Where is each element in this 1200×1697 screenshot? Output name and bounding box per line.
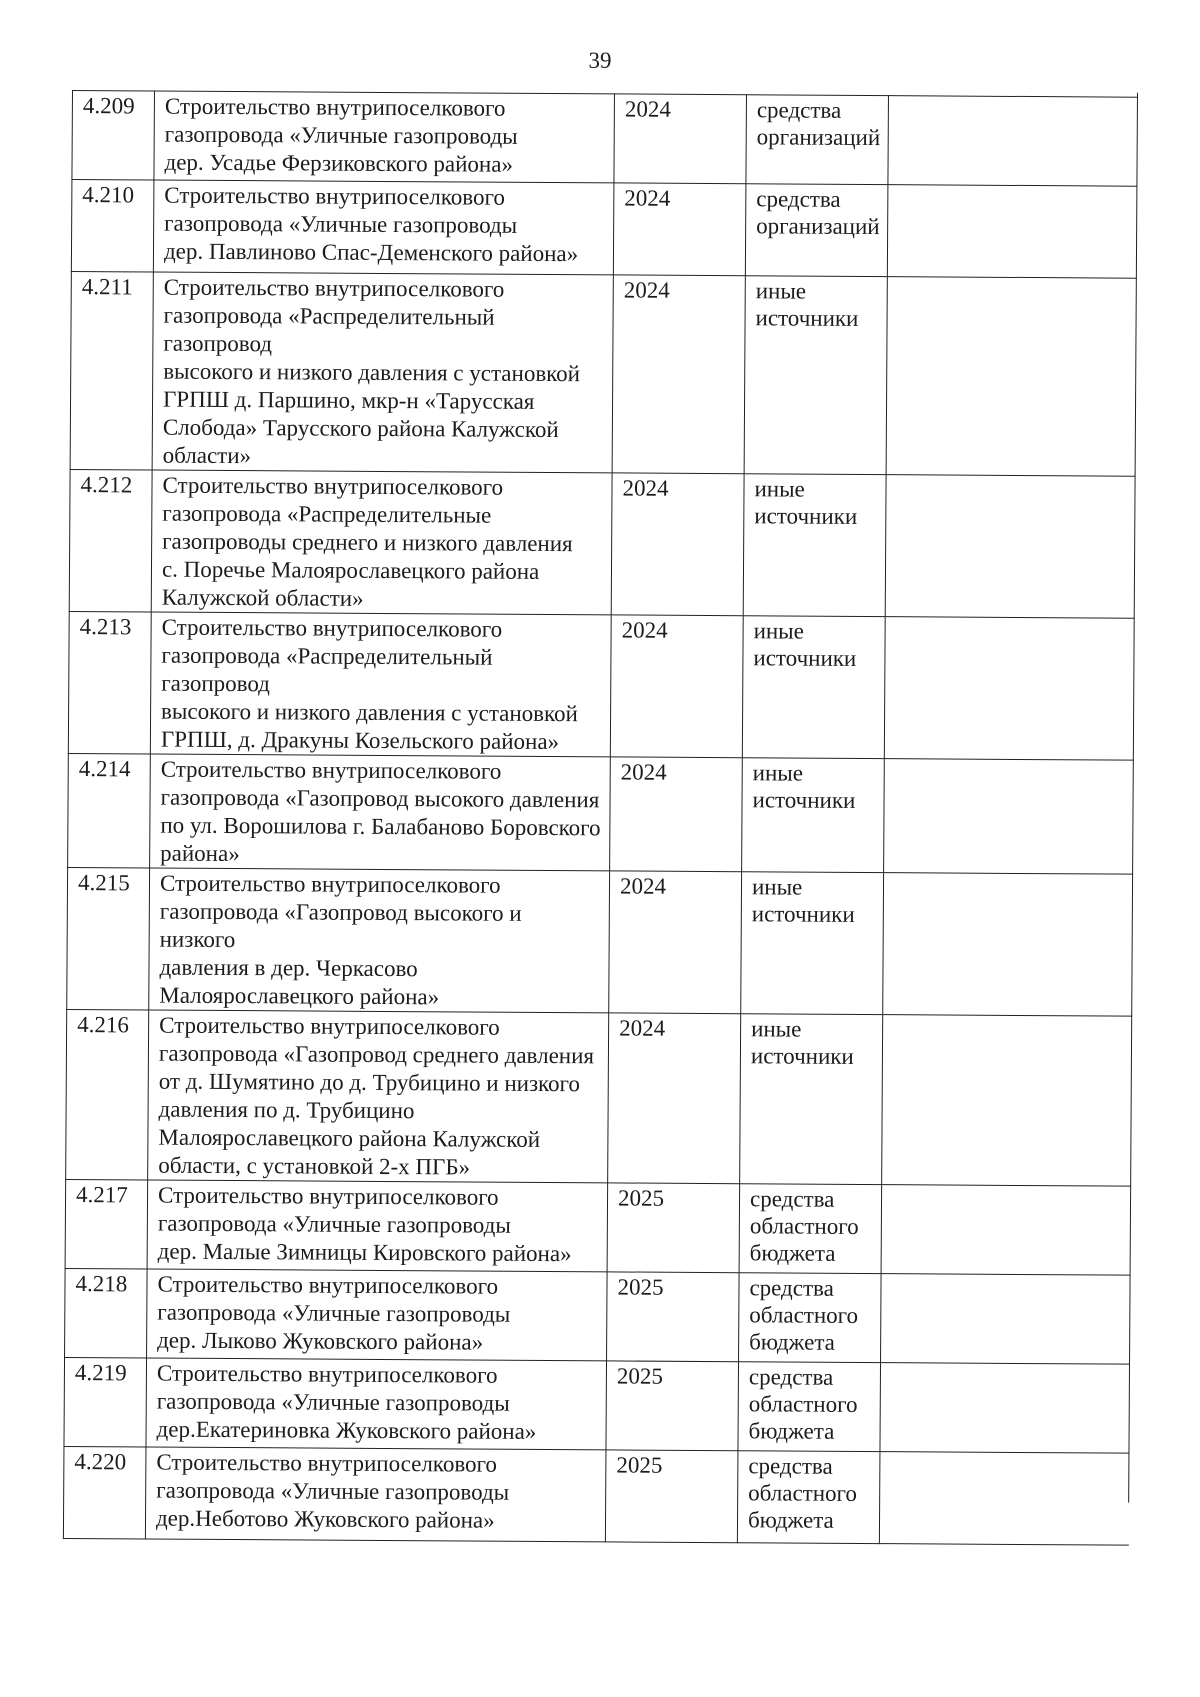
empty-cell [881, 1274, 1131, 1365]
funding-source-cell: иные источники [740, 1014, 883, 1185]
description-cell: Строительство внутрипоселкового газопровода «Газопровод высокого и низкого давления в дер. Черкасово Малоярославецкого района» [149, 868, 610, 1013]
table-row [72, 91, 1138, 187]
funding-source-cell: средства областного бюджета [739, 1273, 882, 1363]
funding-source-cell: средства организаций [746, 95, 889, 185]
description-cell: Строительство внутрипоселкового газопровода «Уличные газопроводы дер.Неботово Жуковского района» [145, 1447, 606, 1542]
page-number: 39 [588, 48, 612, 73]
row-number-cell: 4.216 [66, 1009, 149, 1180]
table-row [67, 867, 1133, 1016]
table-row [68, 611, 1134, 760]
empty-cell [888, 96, 1138, 187]
description-cell: Строительство внутрипоселкового газопровода «Распределительный газопровод высокого и низкого давления с установкой ГРПШ, д. Дракуны Козельского района» [150, 612, 611, 757]
year-cell: 2024 [614, 94, 747, 184]
year-cell: 2024 [610, 615, 743, 758]
row-number-cell: 4.217 [65, 1179, 148, 1269]
empty-cell [883, 873, 1133, 1017]
empty-cell [884, 759, 1134, 875]
year-cell: 2024 [609, 871, 742, 1014]
funding-source-cell: иные источники [742, 758, 885, 873]
funding-source-cell: средства областного бюджета [739, 1184, 882, 1274]
funding-source-cell: иные источники [743, 474, 886, 617]
funding-source-cell: средства областного бюджета [738, 1362, 881, 1452]
empty-cell [879, 1452, 1129, 1546]
description-cell: Строительство внутрипоселкового газопровода «Уличные газопроводы дер. Павлиново Спас-Деменского района» [153, 180, 614, 275]
row-number-cell: 4.218 [65, 1268, 148, 1358]
gas-pipeline-table [63, 90, 1138, 1546]
year-cell: 2024 [613, 183, 746, 276]
empty-cell [887, 185, 1137, 279]
year-cell: 2024 [612, 275, 745, 474]
table-row [69, 469, 1135, 618]
row-number-cell: 4.213 [68, 611, 151, 754]
table-row [64, 1357, 1130, 1453]
funding-source-cell: средства областного бюджета [737, 1451, 880, 1544]
year-cell: 2025 [607, 1272, 740, 1362]
funding-source-cell: средства организаций [745, 184, 888, 277]
table-row [70, 271, 1136, 476]
table-row [66, 1009, 1132, 1186]
description-cell: Строительство внутрипоселкового газопровода «Уличные газопроводы дер. Усадье Ферзиковского района» [154, 91, 615, 183]
row-number-cell: 4.212 [69, 469, 152, 612]
year-cell: 2025 [605, 1450, 738, 1543]
description-cell: Строительство внутрипоселкового газопровода «Уличные газопроводы дер. Малые Зимницы Кировского района» [147, 1180, 608, 1272]
empty-cell [885, 475, 1135, 619]
empty-cell [881, 1185, 1131, 1276]
empty-cell [882, 1015, 1132, 1187]
empty-cell [884, 617, 1134, 761]
year-cell: 2025 [606, 1361, 739, 1451]
year-cell: 2025 [607, 1183, 740, 1273]
table-container [63, 90, 1164, 1533]
row-number-cell: 4.220 [63, 1446, 146, 1539]
funding-source-cell: иные источники [742, 616, 885, 759]
year-cell: 2024 [611, 473, 744, 616]
year-cell: 2024 [608, 1013, 741, 1184]
table-row [68, 753, 1134, 874]
row-number-cell: 4.215 [67, 867, 150, 1010]
description-cell: Строительство внутрипоселкового газопровода «Газопровод среднего давления от д. Шумятино до д. Трубицино и низкого давления по д. Трубицино Малоярославецкого района Калужской области, с установкой 2-х ПГБ» [148, 1010, 609, 1183]
funding-source-cell: иные источники [744, 276, 887, 475]
table-body [63, 91, 1137, 1546]
row-number-cell: 4.209 [72, 91, 155, 181]
table-row [63, 1446, 1129, 1545]
row-number-cell: 4.211 [70, 271, 153, 470]
empty-cell [880, 1363, 1130, 1454]
description-cell: Строительство внутрипоселкового газопровода «Газопровод высокого давления по ул. Ворошилова г. Балабаново Боровского района» [150, 754, 611, 871]
row-number-cell: 4.214 [68, 753, 151, 868]
description-cell: Строительство внутрипоселкового газопровода «Распределительные газопроводы среднего и низкого давления с. Поречье Малоярославецкого района Калужской области» [151, 470, 612, 615]
description-cell: Строительство внутрипоселкового газопровода «Уличные газопроводы дер. Лыково Жуковского района» [147, 1269, 608, 1361]
row-number-cell: 4.210 [71, 180, 154, 273]
table-row [65, 1268, 1131, 1364]
description-cell: Строительство внутрипоселкового газопровода «Уличные газопроводы дер.Екатериновка Жуковского района» [146, 1358, 607, 1450]
table-row [65, 1179, 1131, 1275]
year-cell: 2024 [610, 757, 743, 872]
table-row [71, 180, 1137, 279]
description-cell: Строительство внутрипоселкового газопровода «Распределительный газопровод высокого и низкого давления с установкой ГРПШ д. Паршино, мкр-н «Тарусская Слобода» Тарусского района Калужской области» [152, 272, 613, 473]
empty-cell [886, 277, 1136, 477]
row-number-cell: 4.219 [64, 1357, 147, 1447]
funding-source-cell: иные источники [741, 872, 884, 1015]
